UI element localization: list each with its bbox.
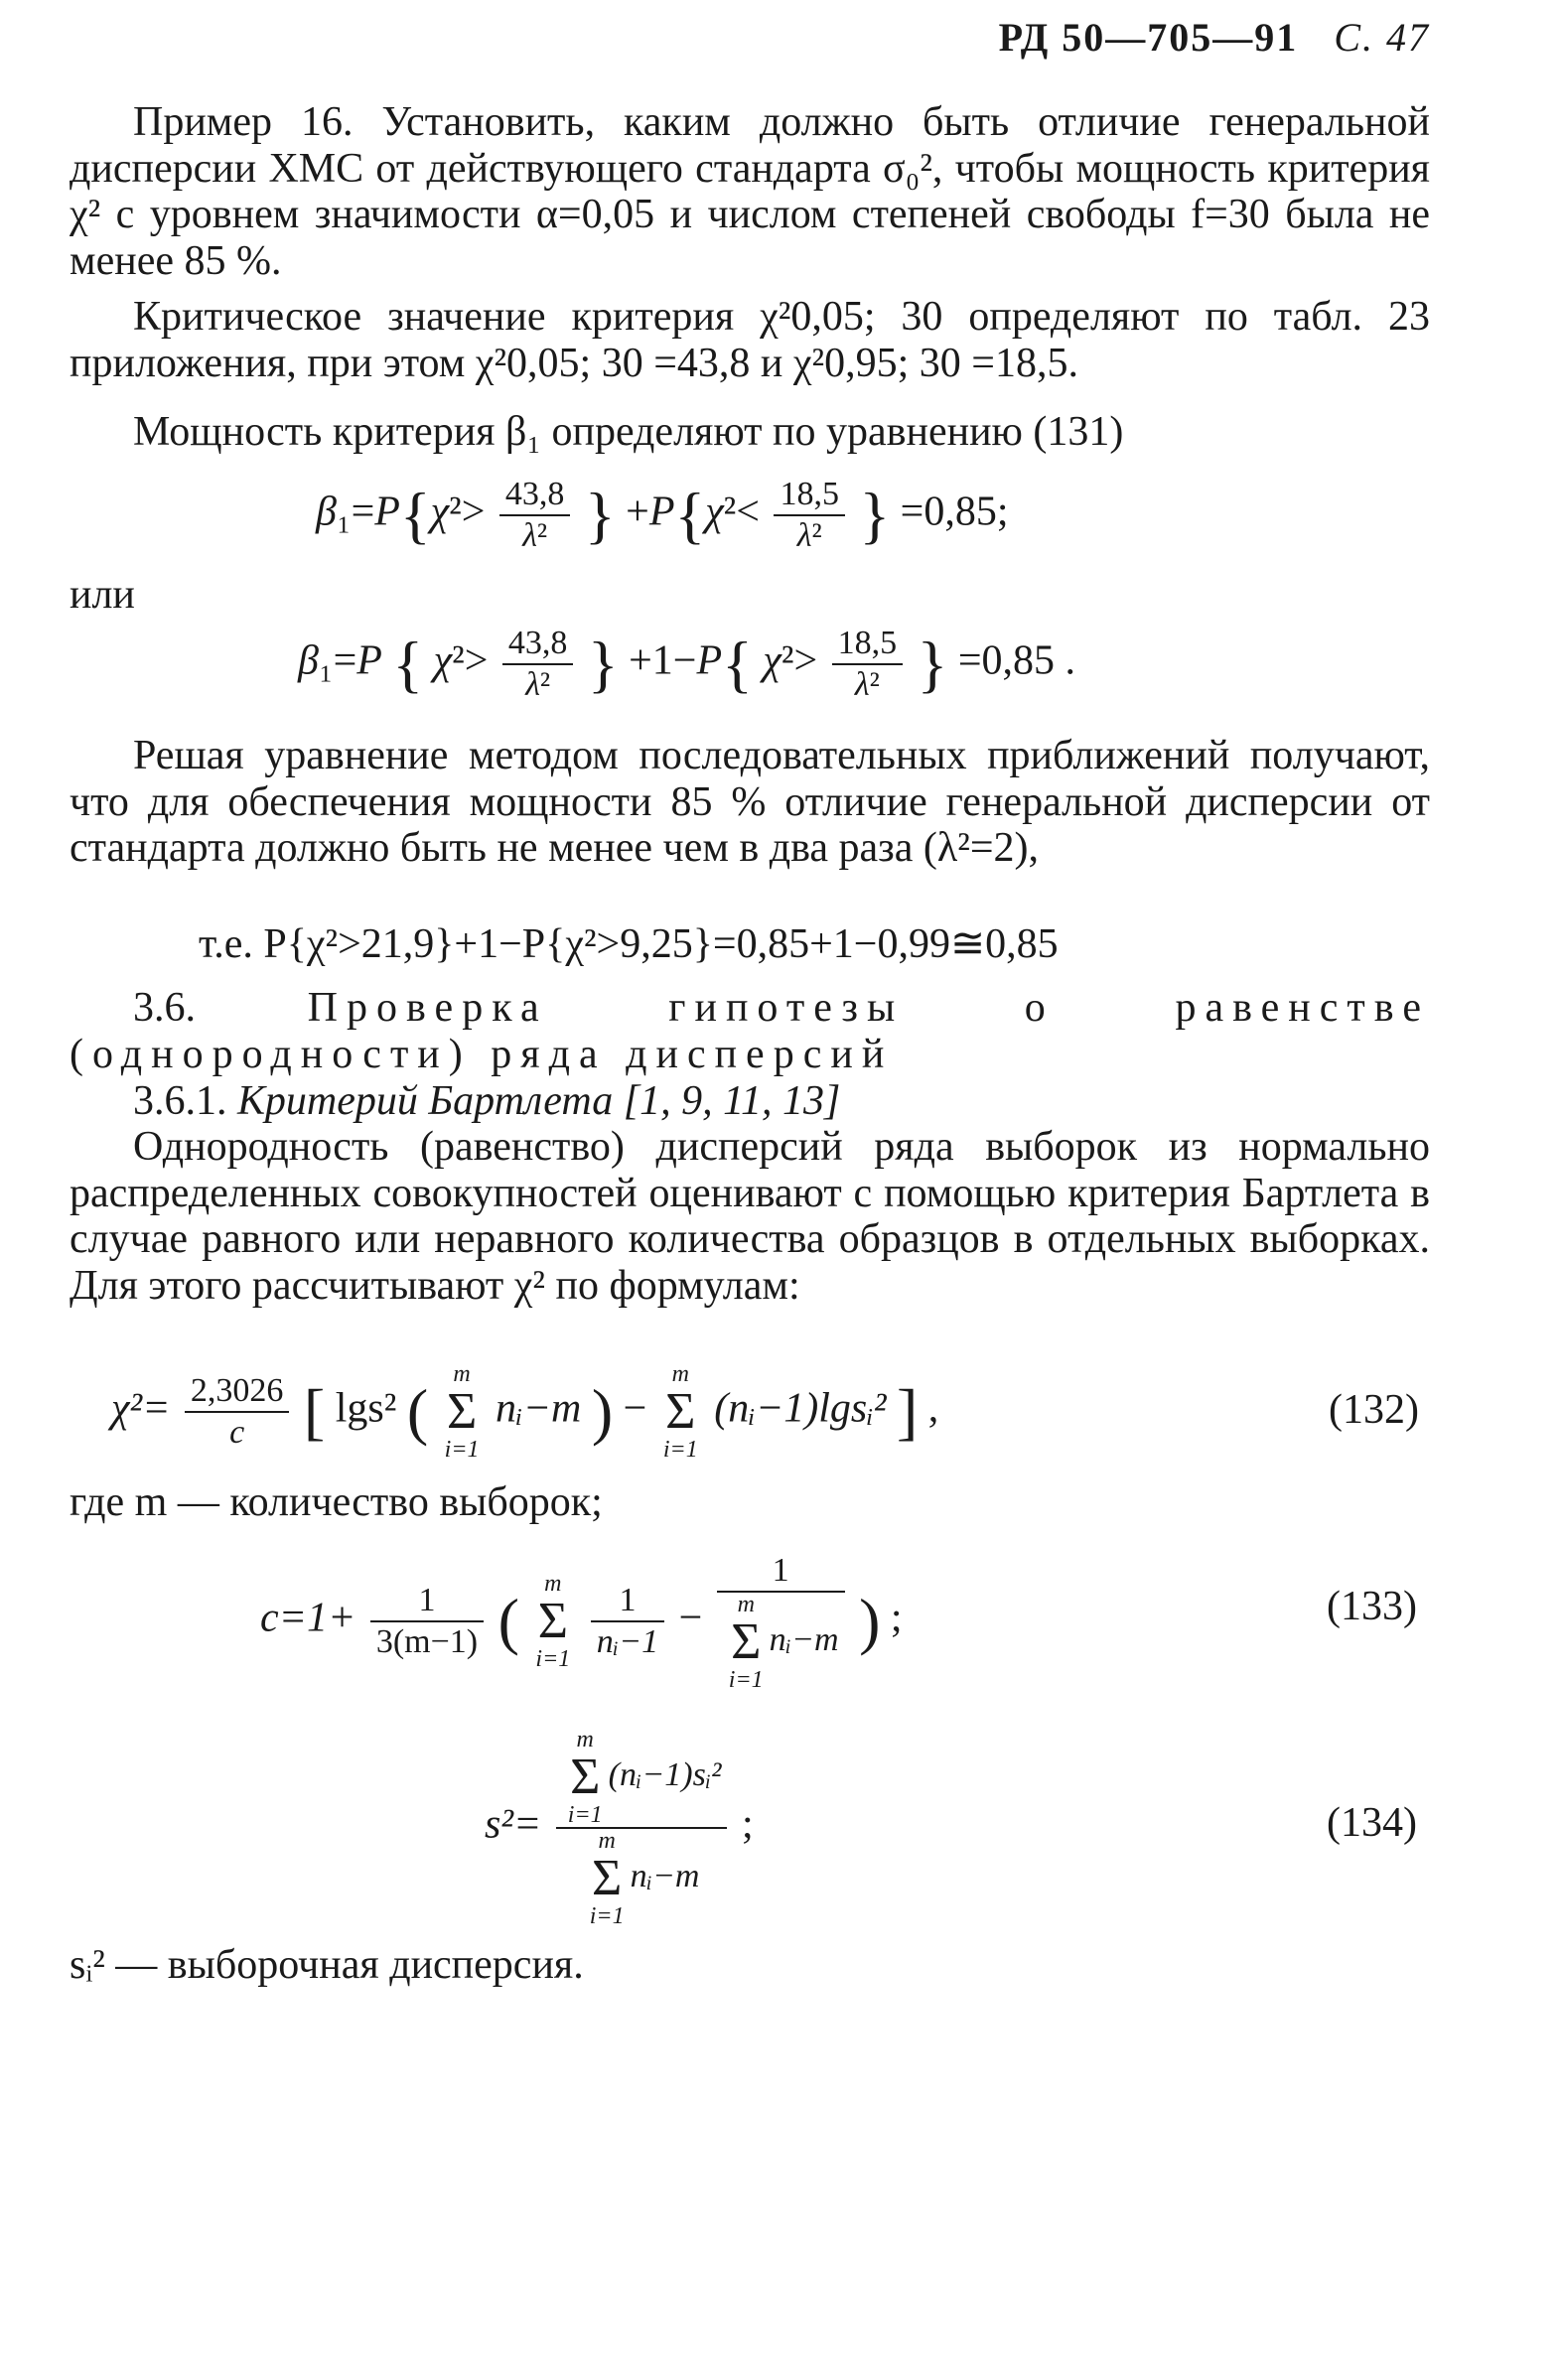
bartlett-paragraph: Однородность (равенство) дисперсий ряда выборок из нормально распределенных совокупностей оценивают с помощью критерия Бартлета в случае равного или неравного количества образцов в отдельных выборках. Для этого рассчитывают χ² по формулам: xyxy=(70,1124,1430,1309)
critical-value-paragraph: Критическое значение критерия χ²0,05; 30 определяют по табл. 23 приложения, при этом χ²0,05; 30 =43,8 и χ²0,95; 30 =18,5. xyxy=(70,294,1430,386)
page-number: С. 47 xyxy=(1334,15,1430,60)
formula-132-number: (132) xyxy=(1329,1387,1419,1433)
subsection-3-6-1-heading: 3.6.1. Критерий Бартлета [1, 9, 11, 13] xyxy=(133,1078,841,1124)
sample-variance-line: sᵢ² — выборочная дисперсия. xyxy=(70,1942,584,1988)
formula-134-number: (134) xyxy=(1327,1800,1417,1846)
power-paragraph: Мощность критерия β₁ определяют по уравнению (131) xyxy=(133,409,1124,455)
where-m-line: где m — количество выборок; xyxy=(70,1479,603,1525)
document-page: РД 50—705—91 С. 47 Пример 16. Установить, каким должно быть отличие генеральной дисперсии ХМС от действующего стандарта σ₀², чтобы мощность критерия χ² с уровнем значимости α=0,05 и числом степеней свободы f=30 была не менее 85 %. Критическое значение критерия χ²0,05; 30 определяют по табл. 23 приложения, при этом χ²0,05; 30 =43,8 и χ²0,95; 30 =18,5. Мощность критерия β₁ определяют по уравнению (131) β₁=P{χ²> $\frac{43,8}{\text{λ²}}$ } +P{χ²< $\frac{18,5}{\text{λ²}}$ } =0,85; или β₁=P { χ²> $\frac{43,8}{\text{λ²}}$ } +1−P{ χ²> $\frac{18,5}{\text{λ²}}$ } =0,85 . Решая уравнение методом последовательных приближений получают, что для обеспечения мощности 85 % отличие генеральной дисперсии от стандарта должно быть не менее чем в два раза (λ²=2), т.е. P{χ²>21,9}+1−P{χ²>9,25}=0,85+1−0,99≅0,85 3.6. Проверка гипотезы о равенстве (однородности) ряда дисперсий 3.6.1. Критерий Бартлета [1, 9, 11, 13] Однородность (равенство) дисперсий ряда выборок из нормально распределенных совокупностей оценивают с помощью критерия Бартлета в случае равного или неравного количества образцов в отдельных выборках. Для этого рассчитывают χ² по формулам: χ²= $\frac{2,3026}{c}$ [ lgs² ( m Σ i=1 nᵢ−m ) − m Σ i=1 (nᵢ−1)lgsᵢ² ] , (132) где m — количество выборок; c=1+ $\frac{1}{3(m-1)}$ ( m Σ i=1 $\frac{1}{\text{nᵢ−1}}$ − 1 m Σ i=1 nᵢ−m ) ; (133) s²= m Σ i=1 (nᵢ−1)sᵢ² m Σ i=1 nᵢ−m ; (134) sᵢ² — выборочная дисперсия. xyxy=(70,15,1431,1988)
page-header xyxy=(953,14,1430,61)
solution-paragraph: Решая уравнение методом последовательных приближений получают, что для обеспечения мощности 85 % отличие генеральной дисперсии от стандарта должно быть не менее чем в два раза (λ²=2), xyxy=(70,733,1430,871)
document-code: РД 50—705—91 xyxy=(998,15,1299,60)
te-equation: т.е. P{χ²>21,9}+1−P{χ²>9,25}=0,85+1−0,99≅0,85 xyxy=(199,921,1059,967)
section-3-6-heading: 3.6. Проверка гипотезы о равенстве (однородности) ряда дисперсий xyxy=(70,985,1431,1077)
example-16-paragraph: Пример 16. Установить, каким должно быть отличие генеральной дисперсии ХМС от действующего стандарта σ₀², чтобы мощность критерия χ² с уровнем значимости α=0,05 и числом степеней свободы f=30 была не менее 85 %. xyxy=(70,99,1430,284)
or-word: или xyxy=(70,572,135,618)
formula-133-number: (133) xyxy=(1327,1584,1417,1629)
